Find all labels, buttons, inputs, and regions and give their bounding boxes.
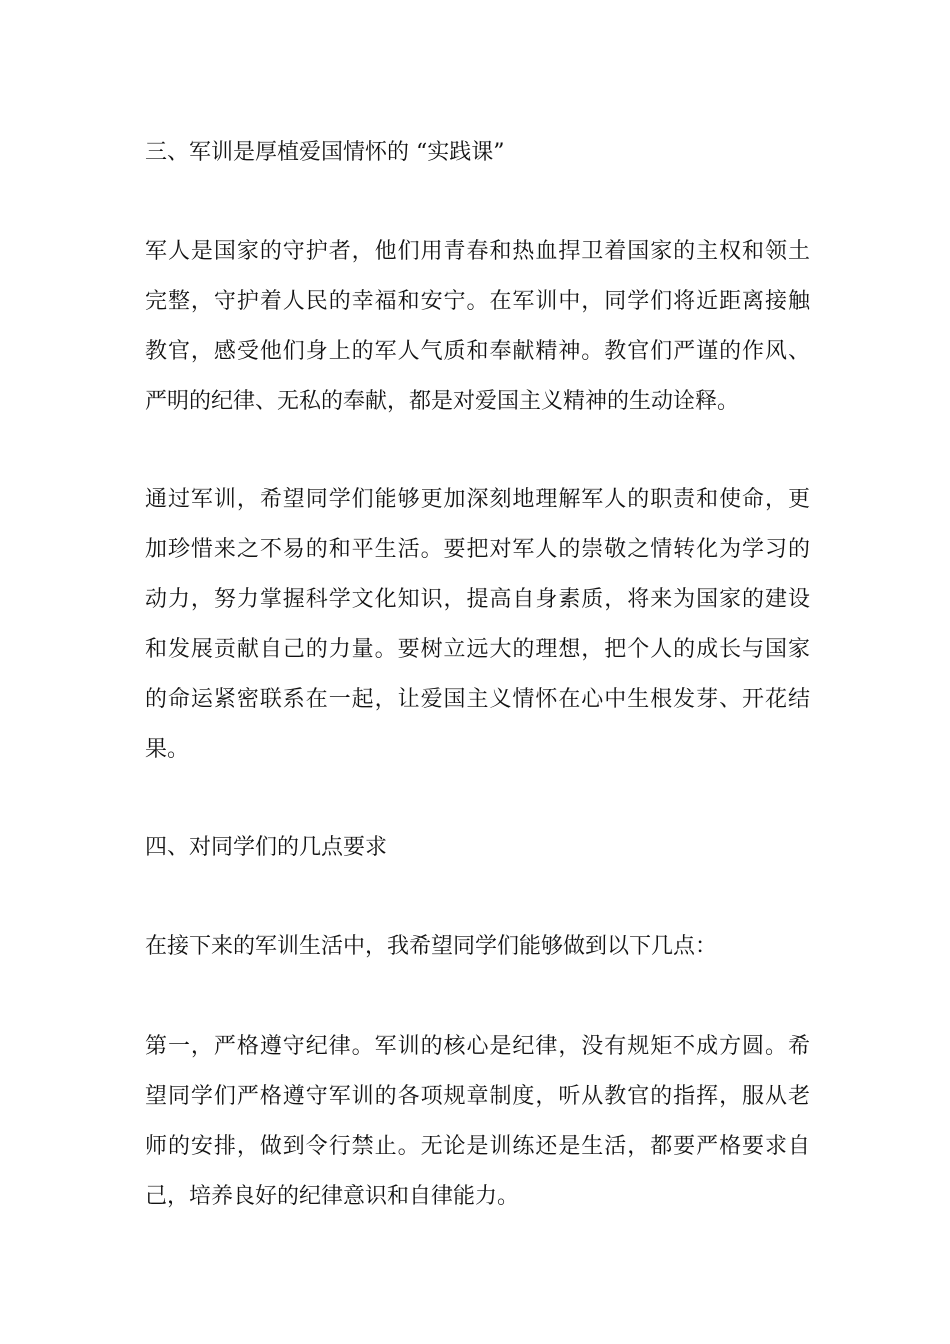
- paragraph-line: 望同学们严格遵守军训的各项规章制度，听从教官的指挥，服从老: [145, 1084, 810, 1109]
- paragraph-line: 动力，努力掌握科学文化知识，提高自身素质，将来为国家的建设: [145, 587, 810, 612]
- section-heading-3: [145, 128, 810, 178]
- paragraph-line: 师的安排，做到令行禁止。无论是训练还是生活，都要严格要求自: [145, 1134, 810, 1159]
- paragraph-line: 军人是国家的守护者，他们用青春和热血捍卫着国家的主权和领土: [145, 239, 810, 264]
- section-heading-4: [145, 823, 810, 873]
- paragraph-line: 教官，感受他们身上的军人气质和奉献精神。教官们严谨的作风、: [145, 339, 810, 364]
- paragraph-line: 在接下来的军训生活中，我希望同学们能够做到以下几点：: [145, 934, 718, 959]
- heading-text: 三、军训是厚植爱国情怀的 “实践课”: [145, 140, 505, 165]
- paragraph-aspirations: [145, 475, 810, 775]
- paragraph-intro: [145, 922, 810, 972]
- paragraph-discipline: [145, 1022, 810, 1222]
- paragraph-line: 严明的纪律、无私的奉献，都是对爱国主义精神的生动诠释。: [145, 389, 740, 414]
- paragraph-line: 通过军训，希望同学们能够更加深刻地理解军人的职责和使命，更: [145, 487, 810, 512]
- paragraph-soldiers: [145, 227, 810, 427]
- paragraph-line: 的命运紧密联系在一起，让爱国主义情怀在心中生根发芽、开花结: [145, 687, 810, 712]
- paragraph-line: 第一，严格遵守纪律。军训的核心是纪律，没有规矩不成方圆。希: [145, 1034, 810, 1059]
- paragraph-line: 果。: [145, 737, 190, 762]
- paragraph-line: 己，培养良好的纪律意识和自律能力。: [145, 1184, 520, 1209]
- paragraph-line: 和发展贡献自己的力量。要树立远大的理想，把个人的成长与国家: [145, 637, 810, 662]
- paragraph-line: 加珍惜来之不易的和平生活。要把对军人的崇敬之情转化为学习的: [145, 537, 810, 562]
- paragraph-line: 完整，守护着人民的幸福和安宁。在军训中，同学们将近距离接触: [145, 289, 810, 314]
- heading-text: 四、对同学们的几点要求: [145, 835, 388, 860]
